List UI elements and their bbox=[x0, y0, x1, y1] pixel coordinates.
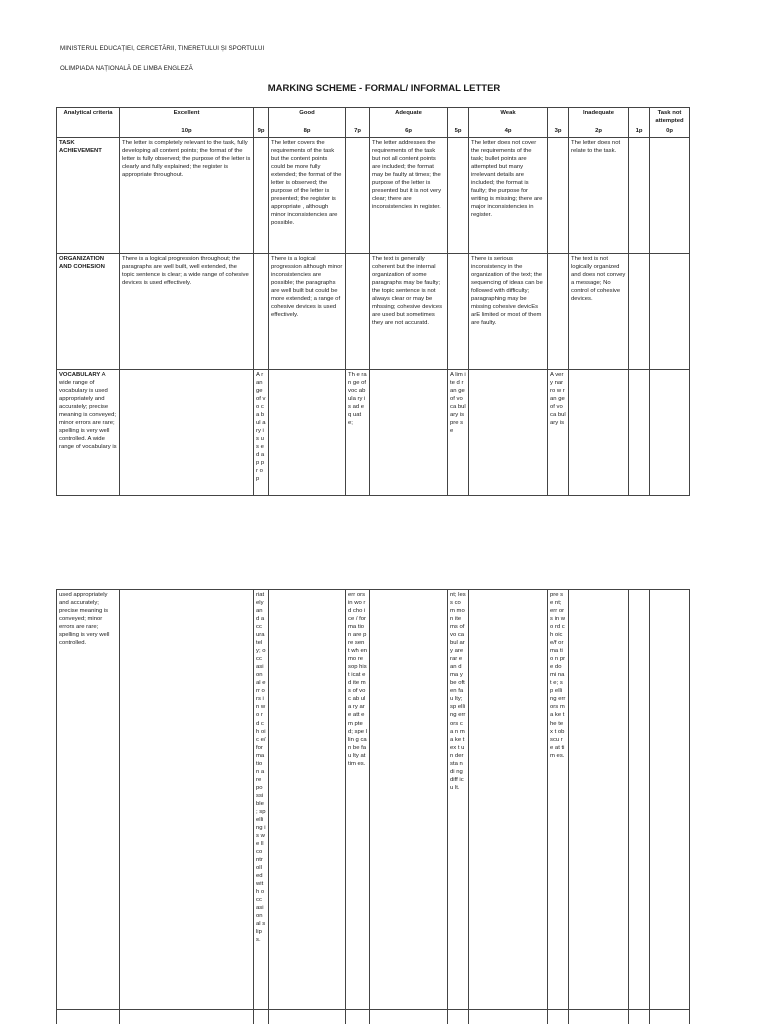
not-attempted-header: Task not attempted bbox=[650, 108, 690, 127]
task-good: The letter covers the requirements of the task but the content points could be more fully extended; the format of the letter is observed; the purpose of the letter is presented; the register is appropriate , although minor inconsistencies are possible. bbox=[269, 137, 346, 253]
points-10: 10p bbox=[120, 126, 254, 137]
task-achievement-label: TASK ACHIEVEMENT bbox=[57, 137, 120, 253]
excellent-header: Excellent bbox=[120, 108, 254, 127]
organization-good: There is a logical progression although minor inconsistencies are possible; the paragraphs are well built but could be more extended; a range of cohesive devices is used effectively. bbox=[269, 253, 346, 369]
good-header: Good bbox=[269, 108, 346, 127]
vocabulary-continued-col-7: err ors in wo rd cho ice / for ma tio n are pre sen t wh en mo re sop hist icat ed ite ms of voc ab ula ry are att em pte d; spe llin g can be fau lty at tim es. bbox=[346, 590, 370, 1010]
points-2: 2p bbox=[569, 126, 629, 137]
points-6: 6p bbox=[370, 126, 448, 137]
organization-inadequate: The text is not logically organized and does not convey a message; No control of cohesive devices. bbox=[569, 253, 629, 369]
vocabulary-criteria bbox=[57, 369, 120, 495]
vocabulary-continued-col-9: riat ely an d acc ura tel y; occ asi on al err ors in wo rd ch oic e/ for ma tio n are po ssi ble ; sp elli ng is we ll co ntr oll ed wit h occ asi on al slip s. bbox=[254, 590, 269, 1010]
weak-header: Weak bbox=[469, 108, 548, 127]
organization-weak: There is serious inconsistency in the organization of the text; the sequencing of ideas can be followed with difficulty; paragraphing may be missing cohesive devicEs arE limited or most of them are faulty. bbox=[469, 253, 548, 369]
task-achievement-row bbox=[57, 137, 690, 253]
header-olympiad: OLIMPIADA NAȚIONALĂ DE LIMBA ENGLEZĂ bbox=[60, 65, 193, 72]
vocabulary-continued-col-3: pre se nt; err ors in wo rd ch oic e/f or ma tio n pre do mi nat e; sp elli ng err ors ma ke the tex t ob scu re at tim es. bbox=[548, 590, 569, 1010]
adequate-header: Adequate bbox=[370, 108, 448, 127]
organization-adequate: The text is generally coherent but the internal organization of some paragraphs may be faulty; the topic sentence is not always clear or may be mhssing; cohesive devices are used but sometimes they are not accuratd. bbox=[370, 253, 448, 369]
vocabulary-label: VOCABULARY bbox=[59, 371, 101, 378]
points-3: 3p bbox=[548, 126, 569, 137]
marking-scheme-continuation-table bbox=[56, 589, 690, 1024]
points-8: 8p bbox=[269, 126, 346, 137]
vocabulary-col-9: A ran ge of vo ca bul ary is us ed ap pr op bbox=[254, 369, 269, 495]
points-9: 9p bbox=[254, 126, 269, 137]
inadequate-header: Inadequate bbox=[569, 108, 629, 127]
vocabulary-col-5: A lim ite d ran ge of vo ca bul ary is pre se bbox=[448, 369, 469, 495]
criteria-header: Analytical criteria bbox=[57, 108, 120, 138]
task-weak: The letter does not cover the requirements of the task; bullet points are attempted but many irrelevant details are included; the format is faulty; the purpose for writing is missing; there are major inconsistencies in register. bbox=[469, 137, 548, 253]
task-excellent: The letter is completely relevant to the task, fully developing all content points; the format of the letter is fully observed; the purpose of the letter is clearly and fully explained; the register is appropriate throughout. bbox=[120, 137, 254, 253]
header-ministry: MINISTERUL EDUCAȚIEI, CERCETĂRII, TINERETULUI ȘI SPORTULUI bbox=[60, 45, 265, 52]
vocabulary-continuation-row bbox=[57, 590, 690, 1010]
vocabulary-continued-col-5: nt; les s co m mo n ite ms of vo ca bul ary are rar e an d ma y be oft en fau lty; sp elli ng err ors ca n ma ke tex t un der sta ndi ng diff icu lt. bbox=[448, 590, 469, 1010]
vocabulary-row bbox=[57, 369, 690, 495]
vocabulary-criteria-text: A wide range of vocabulary is used appropriately and accurately; precise meaning is conveyed; minor errors are rare; spelling is very well controlled. A wide range of vocabulary is bbox=[59, 371, 117, 450]
points-1: 1p bbox=[629, 126, 650, 137]
vocabulary-continued-criteria: used appropriately and accurately; precise meaning is conveyed; minor errors are rare; spelling is very well controlled. bbox=[57, 590, 120, 1010]
points-7: 7p bbox=[346, 126, 370, 137]
task-inadequate: The letter does not relate to the task. bbox=[569, 137, 629, 253]
organization-excellent: There is a logical progression throughout; the paragraphs are well built, well extended, the topic sentence is clear; a wide range of cohesive devices is used effectively. bbox=[120, 253, 254, 369]
header-row bbox=[57, 108, 690, 127]
points-5: 5p bbox=[448, 126, 469, 137]
points-row bbox=[57, 126, 690, 137]
organization-label: ORGANIZATION AND COHESION bbox=[57, 253, 120, 369]
vocabulary-col-3: A ver y nar ro w ran ge of vo ca bul ary is bbox=[548, 369, 569, 495]
points-4: 4p bbox=[469, 126, 548, 137]
page-title: MARKING SCHEME - FORMAL/ INFORMAL LETTER bbox=[267, 83, 501, 94]
next-row-stub bbox=[57, 1010, 690, 1024]
points-0: 0p bbox=[650, 126, 690, 137]
task-adequate: The letter addresses the requirements of the task but not all content points are included; the format may be faulty at times; the purpose of the letter is presented but it is not very clear; there are inconsistencies in register. bbox=[370, 137, 448, 253]
vocabulary-col-7: Th e ran ge of voc ab ula ry is ad eq uat e; bbox=[346, 369, 370, 495]
marking-scheme-table bbox=[56, 107, 690, 496]
organization-row bbox=[57, 253, 690, 369]
